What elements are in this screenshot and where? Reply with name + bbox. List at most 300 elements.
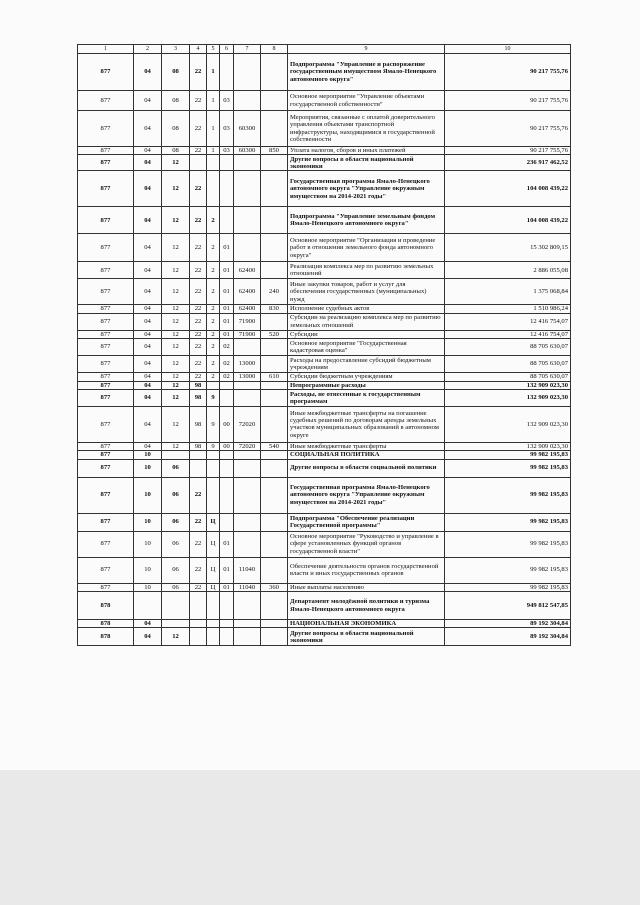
direction-code — [234, 513, 261, 531]
subsection-code: 12 — [162, 171, 190, 207]
direction-code — [234, 628, 261, 646]
table-row — [78, 356, 571, 373]
amount: 949 812 547,85 — [445, 592, 571, 620]
subprogram-code: Ц — [207, 557, 220, 583]
subprogram-code: 2 — [207, 339, 220, 356]
ministry-code: 877 — [78, 373, 134, 381]
subprogram-code — [207, 628, 220, 646]
activity-code: 03 — [220, 111, 234, 147]
item-name: Субсидии бюджетным учреждениям — [288, 373, 445, 381]
column-number-6: 6 — [220, 45, 234, 54]
subprogram-code: 2 — [207, 207, 220, 234]
amount: 88 705 630,07 — [445, 339, 571, 356]
program-code: 98 — [190, 442, 207, 450]
column-number-3: 3 — [162, 45, 190, 54]
program-code: 22 — [190, 356, 207, 373]
program-code: 22 — [190, 54, 207, 91]
section-code: 04 — [134, 234, 162, 262]
item-name: Расходы на предоставление субсидий бюджетным учреждениям — [288, 356, 445, 373]
direction-code: 13000 — [234, 373, 261, 381]
scan-background — [0, 770, 640, 905]
subprogram-code: 2 — [207, 330, 220, 338]
section-code: 04 — [134, 147, 162, 155]
direction-code: 60300 — [234, 111, 261, 147]
column-number-5: 5 — [207, 45, 220, 54]
ministry-code: 877 — [78, 583, 134, 591]
ministry-code: 877 — [78, 356, 134, 373]
subsection-code: 06 — [162, 477, 190, 513]
section-code: 04 — [134, 171, 162, 207]
item-name: Государственная программа Ямало-Ненецкого автономного округа "Управление окружным имуществом на 2014-2021 годы" — [288, 477, 445, 513]
program-code: 98 — [190, 389, 207, 406]
direction-code — [234, 54, 261, 91]
ministry-code: 877 — [78, 147, 134, 155]
program-code: 22 — [190, 373, 207, 381]
amount: 132 909 023,30 — [445, 389, 571, 406]
column-number-7: 7 — [234, 45, 261, 54]
item-name: Исполнение судебных актов — [288, 305, 445, 313]
direction-code: 72020 — [234, 442, 261, 450]
expense-type-code — [261, 628, 288, 646]
item-name: Субсидии на реализацию комплекса мер по развитию земельных отношений — [288, 313, 445, 330]
expense-type-code: 240 — [261, 279, 288, 305]
direction-code: 13000 — [234, 356, 261, 373]
subprogram-code: 9 — [207, 389, 220, 406]
section-code: 04 — [134, 305, 162, 313]
item-name: Другие вопросы в области социальной политики — [288, 459, 445, 477]
activity-code — [220, 381, 234, 389]
ministry-code: 877 — [78, 406, 134, 442]
table-row — [78, 207, 571, 234]
subprogram-code: 2 — [207, 356, 220, 373]
amount: 99 982 195,83 — [445, 531, 571, 557]
item-name: Иные выплаты населению — [288, 583, 445, 591]
activity-code — [220, 171, 234, 207]
table-row — [78, 155, 571, 171]
table-row — [78, 406, 571, 442]
program-code: 22 — [190, 583, 207, 591]
amount: 99 982 195,83 — [445, 477, 571, 513]
expense-type-code — [261, 451, 288, 459]
amount: 104 008 439,22 — [445, 171, 571, 207]
subprogram-code — [207, 459, 220, 477]
subprogram-code: Ц — [207, 513, 220, 531]
expense-type-code — [261, 155, 288, 171]
item-name: Иные межбюджетные трансферты — [288, 442, 445, 450]
direction-code — [234, 339, 261, 356]
direction-code: 62400 — [234, 279, 261, 305]
subsection-code: 12 — [162, 356, 190, 373]
ministry-code: 877 — [78, 557, 134, 583]
program-code: 22 — [190, 111, 207, 147]
subprogram-code: 2 — [207, 262, 220, 279]
expense-type-code — [261, 234, 288, 262]
program-code: 22 — [190, 91, 207, 111]
item-name: Основное мероприятие "Организация и проведение работ в отношении земельного фонда автономного округа" — [288, 234, 445, 262]
ministry-code: 877 — [78, 54, 134, 91]
activity-code — [220, 592, 234, 620]
program-code: 22 — [190, 330, 207, 338]
program-code: 22 — [190, 279, 207, 305]
subsection-code: 12 — [162, 305, 190, 313]
direction-code — [234, 381, 261, 389]
expense-type-code — [261, 557, 288, 583]
section-code: 10 — [134, 451, 162, 459]
table-row — [78, 628, 571, 646]
table-row — [78, 583, 571, 591]
program-code: 98 — [190, 406, 207, 442]
item-name: Субсидии — [288, 330, 445, 338]
section-code: 10 — [134, 459, 162, 477]
program-code: 22 — [190, 313, 207, 330]
subsection-code: 06 — [162, 583, 190, 591]
ministry-code: 877 — [78, 339, 134, 356]
direction-code — [234, 451, 261, 459]
ministry-code: 877 — [78, 477, 134, 513]
section-code: 04 — [134, 356, 162, 373]
table-row — [78, 54, 571, 91]
section-code: 04 — [134, 279, 162, 305]
subsection-code: 12 — [162, 262, 190, 279]
program-code: 22 — [190, 147, 207, 155]
subprogram-code — [207, 171, 220, 207]
ministry-code: 877 — [78, 207, 134, 234]
direction-code: 62400 — [234, 262, 261, 279]
table-row — [78, 389, 571, 406]
subsection-code: 12 — [162, 234, 190, 262]
ministry-code: 878 — [78, 620, 134, 628]
ministry-code: 877 — [78, 155, 134, 171]
section-code: 10 — [134, 531, 162, 557]
amount: 88 705 630,07 — [445, 373, 571, 381]
direction-code: 60300 — [234, 147, 261, 155]
activity-code — [220, 628, 234, 646]
amount: 89 192 304,84 — [445, 620, 571, 628]
direction-code — [234, 592, 261, 620]
table-row — [78, 477, 571, 513]
table-row — [78, 171, 571, 207]
table-row — [78, 234, 571, 262]
activity-code: 00 — [220, 406, 234, 442]
subsection-code: 08 — [162, 91, 190, 111]
table-row — [78, 262, 571, 279]
item-name: Подпрограмма "Управление земельным фондом Ямало-Ненецкого автономного округа" — [288, 207, 445, 234]
expense-type-code — [261, 406, 288, 442]
item-name: Расходы, не отнесенные к государственным программам — [288, 389, 445, 406]
item-name: Мероприятия, связанные с оплатой доверительного управления объектами транспортной инфраструктуры, находящимися в государственной собственности — [288, 111, 445, 147]
section-code: 04 — [134, 373, 162, 381]
section-code: 04 — [134, 389, 162, 406]
subsection-code: 08 — [162, 147, 190, 155]
ministry-code: 877 — [78, 234, 134, 262]
item-name: Основное мероприятие "Руководство и управление в сфере установленных функций органов государственной власти" — [288, 531, 445, 557]
ministry-code: 877 — [78, 91, 134, 111]
section-code: 04 — [134, 339, 162, 356]
ministry-code: 877 — [78, 451, 134, 459]
amount: 132 909 023,30 — [445, 381, 571, 389]
expense-type-code — [261, 531, 288, 557]
subsection-code: 12 — [162, 373, 190, 381]
subsection-code: 12 — [162, 389, 190, 406]
subsection-code: 12 — [162, 313, 190, 330]
expense-type-code — [261, 262, 288, 279]
expense-type-code — [261, 207, 288, 234]
program-code — [190, 628, 207, 646]
expense-type-code — [261, 313, 288, 330]
subsection-code — [162, 451, 190, 459]
section-code: 04 — [134, 628, 162, 646]
column-number-1: 1 — [78, 45, 134, 54]
expense-type-code: 850 — [261, 147, 288, 155]
expense-type-code — [261, 381, 288, 389]
ministry-code: 877 — [78, 459, 134, 477]
subprogram-code — [207, 620, 220, 628]
activity-code: 01 — [220, 234, 234, 262]
ministry-code: 877 — [78, 389, 134, 406]
section-code: 04 — [134, 54, 162, 91]
table-row — [78, 339, 571, 356]
item-name: Подпрограмма "Управление и распоряжение государственным имуществом Ямало-Ненецкого автономного округа" — [288, 54, 445, 91]
subsection-code: 08 — [162, 111, 190, 147]
section-code: 04 — [134, 155, 162, 171]
section-code: 04 — [134, 111, 162, 147]
item-name: Иные межбюджетные трансферты на погашение судебных решений по договорам аренды земельных участков муниципальных образований в автономном округе — [288, 406, 445, 442]
program-code: 22 — [190, 207, 207, 234]
activity-code: 02 — [220, 373, 234, 381]
activity-code: 01 — [220, 531, 234, 557]
amount: 132 909 023,30 — [445, 406, 571, 442]
program-code: 22 — [190, 262, 207, 279]
table-row — [78, 459, 571, 477]
amount: 90 217 755,76 — [445, 54, 571, 91]
subprogram-code: 1 — [207, 147, 220, 155]
subprogram-code: 1 — [207, 54, 220, 91]
section-code: 04 — [134, 207, 162, 234]
table-row — [78, 111, 571, 147]
direction-code — [234, 207, 261, 234]
direction-code — [234, 155, 261, 171]
expense-type-code — [261, 356, 288, 373]
amount: 1 375 068,84 — [445, 279, 571, 305]
direction-code — [234, 389, 261, 406]
amount: 99 982 195,83 — [445, 583, 571, 591]
amount: 99 982 195,83 — [445, 557, 571, 583]
subsection-code: 12 — [162, 339, 190, 356]
expense-type-code: 610 — [261, 373, 288, 381]
subsection-code: 12 — [162, 442, 190, 450]
amount: 104 008 439,22 — [445, 207, 571, 234]
program-code: 22 — [190, 513, 207, 531]
ministry-code: 878 — [78, 592, 134, 620]
table-row — [78, 313, 571, 330]
subprogram-code: 2 — [207, 234, 220, 262]
activity-code — [220, 620, 234, 628]
ministry-code: 877 — [78, 330, 134, 338]
ministry-code: 877 — [78, 262, 134, 279]
subsection-code: 08 — [162, 54, 190, 91]
section-code: 04 — [134, 620, 162, 628]
amount: 12 416 754,07 — [445, 330, 571, 338]
budget-table — [77, 44, 571, 646]
subsection-code — [162, 620, 190, 628]
direction-code: 71900 — [234, 313, 261, 330]
activity-code — [220, 459, 234, 477]
activity-code — [220, 155, 234, 171]
amount: 90 217 755,76 — [445, 91, 571, 111]
section-code: 04 — [134, 91, 162, 111]
subsection-code: 12 — [162, 330, 190, 338]
direction-code — [234, 91, 261, 111]
subsection-code: 12 — [162, 381, 190, 389]
activity-code: 02 — [220, 356, 234, 373]
item-name: Основное мероприятие "Управление объектами государственной собственности" — [288, 91, 445, 111]
subsection-code: 12 — [162, 279, 190, 305]
subprogram-code: 2 — [207, 313, 220, 330]
expense-type-code: 830 — [261, 305, 288, 313]
ministry-code: 877 — [78, 531, 134, 557]
subprogram-code: Ц — [207, 531, 220, 557]
section-code: 04 — [134, 330, 162, 338]
direction-code: 11040 — [234, 583, 261, 591]
amount: 132 909 023,30 — [445, 442, 571, 450]
subsection-code: 12 — [162, 628, 190, 646]
section-code — [134, 592, 162, 620]
expense-type-code — [261, 459, 288, 477]
section-code: 04 — [134, 381, 162, 389]
activity-code — [220, 477, 234, 513]
item-name: Иные закупки товаров, работ и услуг для обеспечения государственных (муниципальных) нужд — [288, 279, 445, 305]
program-code: 22 — [190, 339, 207, 356]
direction-code — [234, 171, 261, 207]
item-name: Подпрограмма "Обеспечение реализации Государственной программы" — [288, 513, 445, 531]
subsection-code: 12 — [162, 406, 190, 442]
program-code — [190, 592, 207, 620]
direction-code: 72020 — [234, 406, 261, 442]
program-code — [190, 620, 207, 628]
program-code — [190, 459, 207, 477]
subprogram-code: Ц — [207, 583, 220, 591]
table-row — [78, 531, 571, 557]
section-code: 10 — [134, 477, 162, 513]
activity-code: 01 — [220, 313, 234, 330]
program-code: 22 — [190, 531, 207, 557]
program-code — [190, 451, 207, 459]
column-number-row — [78, 45, 571, 54]
subsection-code: 06 — [162, 557, 190, 583]
activity-code: 01 — [220, 557, 234, 583]
activity-code: 03 — [220, 91, 234, 111]
expense-type-code — [261, 389, 288, 406]
subprogram-code — [207, 451, 220, 459]
table-row — [78, 592, 571, 620]
amount: 236 917 462,52 — [445, 155, 571, 171]
item-name: СОЦИАЛЬНАЯ ПОЛИТИКА — [288, 451, 445, 459]
activity-code: 01 — [220, 330, 234, 338]
activity-code: 01 — [220, 305, 234, 313]
ministry-code: 878 — [78, 628, 134, 646]
expense-type-code — [261, 111, 288, 147]
ministry-code: 877 — [78, 111, 134, 147]
program-code: 22 — [190, 477, 207, 513]
table-row — [78, 373, 571, 381]
expense-type-code: 520 — [261, 330, 288, 338]
expense-type-code: 540 — [261, 442, 288, 450]
item-name: Государственная программа Ямало-Ненецкого автономного округа "Управление окружным имуществом на 2014-2021 годы" — [288, 171, 445, 207]
direction-code: 71900 — [234, 330, 261, 338]
direction-code — [234, 477, 261, 513]
column-number-8: 8 — [261, 45, 288, 54]
table-row — [78, 513, 571, 531]
subprogram-code: 2 — [207, 305, 220, 313]
item-name: Реализация комплекса мер по развитию земельных отношений — [288, 262, 445, 279]
ministry-code: 877 — [78, 381, 134, 389]
amount: 89 192 304,84 — [445, 628, 571, 646]
expense-type-code — [261, 339, 288, 356]
column-number-2: 2 — [134, 45, 162, 54]
amount: 90 217 755,76 — [445, 147, 571, 155]
activity-code — [220, 451, 234, 459]
table-row — [78, 330, 571, 338]
item-name: Другие вопросы в области национальной экономики — [288, 628, 445, 646]
expense-type-code — [261, 54, 288, 91]
column-number-9: 9 — [288, 45, 445, 54]
subprogram-code — [207, 477, 220, 513]
direction-code — [234, 459, 261, 477]
expense-type-code — [261, 513, 288, 531]
amount: 12 416 754,07 — [445, 313, 571, 330]
ministry-code: 877 — [78, 305, 134, 313]
direction-code: 62400 — [234, 305, 261, 313]
activity-code — [220, 389, 234, 406]
activity-code: 03 — [220, 147, 234, 155]
subprogram-code: 2 — [207, 279, 220, 305]
subsection-code: 06 — [162, 531, 190, 557]
subsection-code: 12 — [162, 207, 190, 234]
subsection-code — [162, 592, 190, 620]
table-row — [78, 620, 571, 628]
item-name: НАЦИОНАЛЬНАЯ ЭКОНОМИКА — [288, 620, 445, 628]
program-code: 22 — [190, 171, 207, 207]
ministry-code: 877 — [78, 171, 134, 207]
subprogram-code — [207, 592, 220, 620]
ministry-code: 877 — [78, 313, 134, 330]
section-code: 10 — [134, 557, 162, 583]
table-row — [78, 451, 571, 459]
item-name: Обеспечение деятельности органов государственной власти и иных государственных органов — [288, 557, 445, 583]
expense-type-code: 360 — [261, 583, 288, 591]
ministry-code: 877 — [78, 513, 134, 531]
direction-code: 11040 — [234, 557, 261, 583]
item-name: Непрограммные расходы — [288, 381, 445, 389]
table-row — [78, 305, 571, 313]
program-code — [190, 155, 207, 171]
amount: 1 510 986,24 — [445, 305, 571, 313]
amount: 99 982 195,83 — [445, 459, 571, 477]
activity-code: 00 — [220, 442, 234, 450]
program-code: 98 — [190, 381, 207, 389]
direction-code — [234, 620, 261, 628]
activity-code — [220, 54, 234, 91]
section-code: 04 — [134, 406, 162, 442]
program-code: 22 — [190, 234, 207, 262]
subprogram-code: 1 — [207, 91, 220, 111]
item-name: Уплата налогов, сборов и иных платежей — [288, 147, 445, 155]
item-name: Департамент молодёжной политики и туризма Ямало-Ненецкого автономного округа — [288, 592, 445, 620]
section-code: 10 — [134, 513, 162, 531]
section-code: 04 — [134, 442, 162, 450]
section-code: 04 — [134, 262, 162, 279]
column-number-10: 10 — [445, 45, 571, 54]
